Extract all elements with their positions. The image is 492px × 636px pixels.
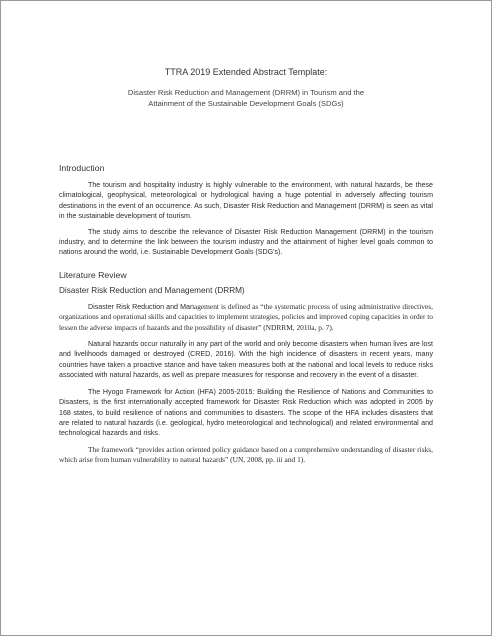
subtitle-line-1: Disaster Risk Reduction and Management (DRRM) in Tourism and the: [127, 88, 365, 97]
document-body: [59, 163, 433, 466]
document-subtitle: [81, 87, 411, 109]
subtitle-line-2: Attainment of the Sustainable Development Goals (SDGs): [148, 99, 344, 108]
introduction-paragraph-2: The study aims to describe the relevance of Disaster Risk Reduction Management (DRRM) in the tourism industry, and to determine the link between the tourism industry and the attainment of higher level goals common to nations around the world, i.e. Sustainable Development Goals (SDG's).: [59, 227, 433, 257]
drrm-subheading: Disaster Risk Reduction and Management (DRRM): [59, 285, 245, 295]
document-title: TTRA 2019 Extended Abstract Template:: [164, 67, 328, 77]
literature-paragraph-3: The Hyogo Framework for Action (HFA) 2005-2015: Building the Resilience of Nations and Communities to Disasters, is the first internationally accepted framework for Disaster Risk Reduction which was adopted in 2005 by 168 states, to build resilience of nations and communities to disasters. The scope of the HFA includes disasters that are related to natural hazards (i.e. geological, hydro meteorological and technological) and related environmental and technological hazards and risks.: [59, 387, 433, 438]
literature-paragraph-2: Natural hazards occur naturally in any part of the world and only become disasters when human lives are lost and livelihoods damaged or destroyed (CRED, 2016). With the high incidence of disasters in recent years, many countries have taken a proactive stance and have taken measures both at the national and local levels to reduce risks associated with natural hazards, as well as prepare measures for response and recovery in the event of a disaster.: [59, 340, 433, 380]
literature-review-heading: Literature Review: [59, 269, 127, 280]
introduction-heading: Introduction: [59, 163, 105, 173]
introduction-paragraph-1: The tourism and hospitality industry is highly vulnerable to the environment, with natural hazards, be these climatological, geophysical, meteorological or hydrological having a huge potential in adversely affecting tourism destinations in the event of an occurrence. As such, Disaster Risk Reduction and Management (DRRM) is seen as vital in the sustainable development of tourism.: [59, 181, 433, 221]
literature-paragraph-1-quote: agement is defined as “the systematic process of using administrative directives, organizations and operational skills and capacities to implement strategies, policies and improved coping capacities in order to lessen the adverse impacts of hazards and the possibility of disaster” (NDRRM, 2010a, p. 7).: [59, 301, 434, 332]
literature-paragraph-1: [59, 302, 433, 333]
literature-paragraph-1-start: Disaster Risk Reduction and Man: [88, 302, 194, 311]
literature-paragraph-4: The framework “provides action oriented policy guidance based on a comprehensive understanding of disaster risks, which arise from human vulnerability to natural hazards” (UN, 2008, pp. iii and 1).: [59, 444, 433, 465]
